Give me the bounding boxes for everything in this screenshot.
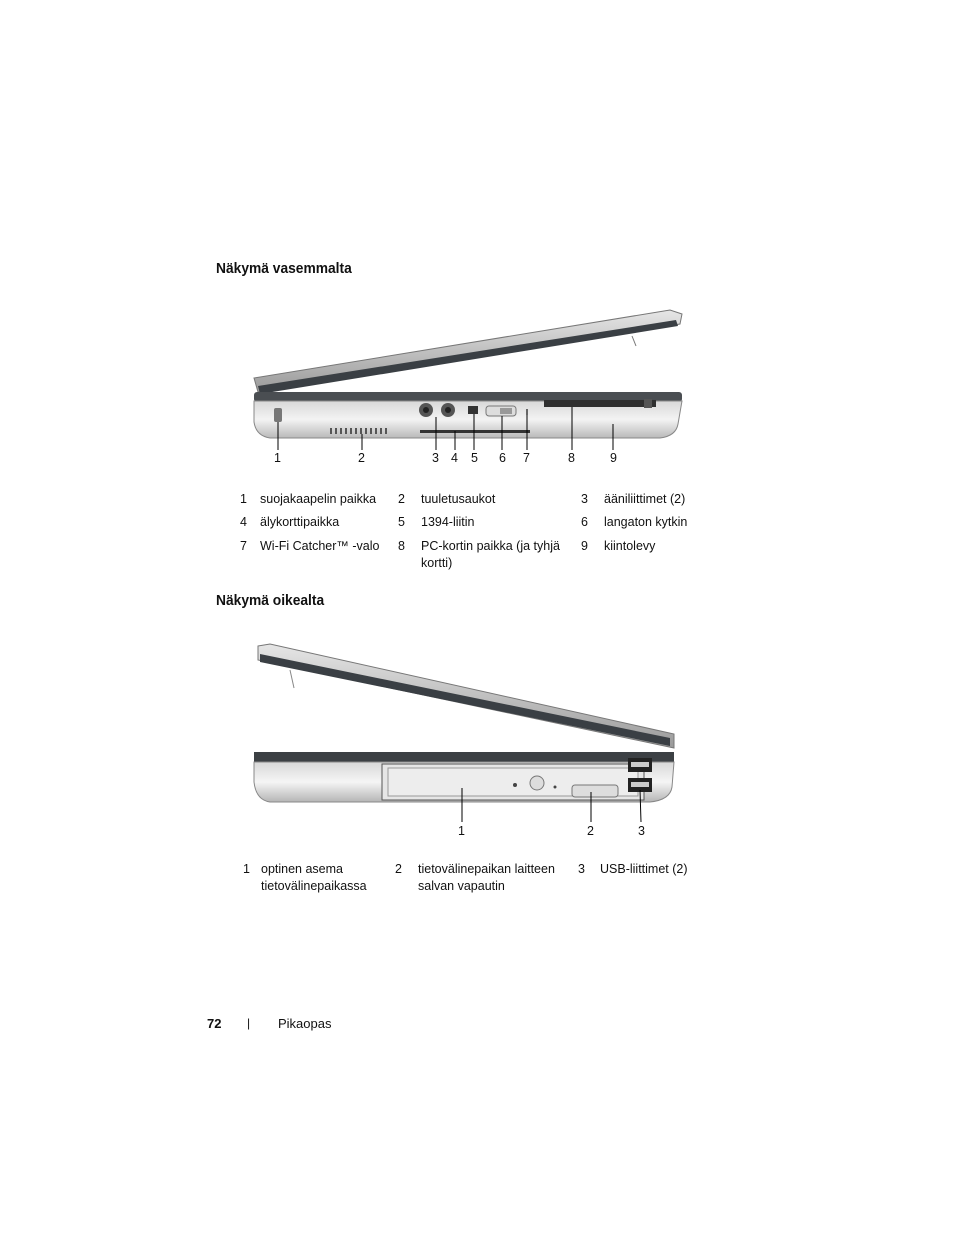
- callout-number: 4: [451, 451, 458, 465]
- callout-number: 3: [638, 824, 645, 838]
- footer-section-title: Pikaopas: [278, 1016, 332, 1031]
- callout-number: 3: [432, 451, 439, 465]
- heading-right-view: Näkymä oikealta: [216, 592, 325, 609]
- callout-number: 7: [523, 451, 530, 465]
- callout-number: 8: [568, 451, 575, 465]
- callout-number: 2: [587, 824, 594, 838]
- footer-separator: |: [247, 1016, 251, 1030]
- callout-number: 5: [471, 451, 478, 465]
- callout-number: 2: [358, 451, 365, 465]
- callout-number: 1: [458, 824, 465, 838]
- leader-lines-left: [250, 440, 690, 452]
- callout-number: 1: [274, 451, 281, 465]
- callout-number: 9: [610, 451, 617, 465]
- laptop-right-side-illustration: [250, 642, 680, 847]
- heading-left-view: Näkymä vasemmalta: [216, 260, 352, 277]
- laptop-left-side-illustration: [250, 306, 690, 441]
- callout-number: 6: [499, 451, 506, 465]
- page-number: 72: [207, 1016, 222, 1031]
